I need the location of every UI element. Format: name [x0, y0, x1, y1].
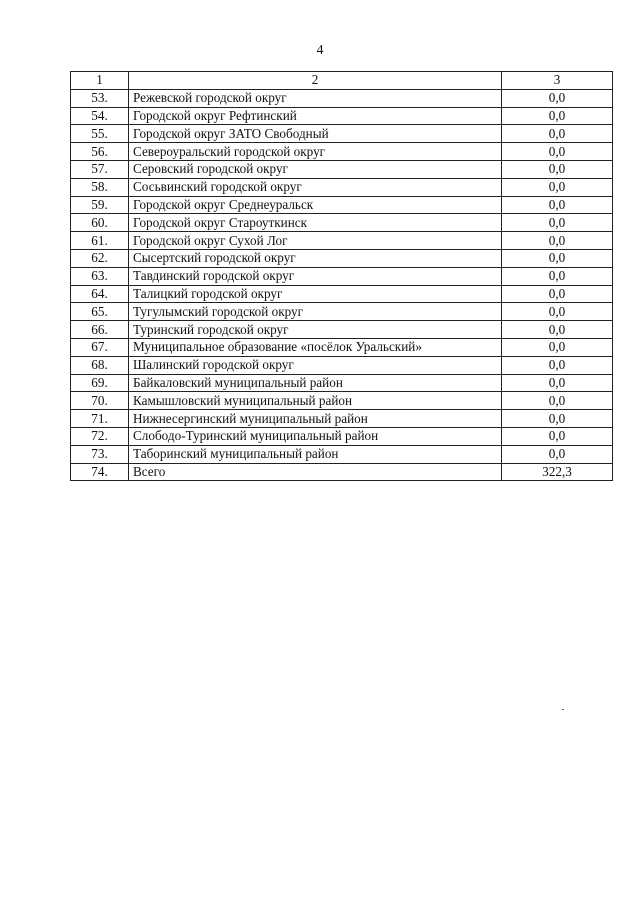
allocation-table	[70, 71, 613, 481]
table-row	[71, 338, 613, 356]
value-cell: 0,0	[502, 232, 613, 250]
table-header-row	[71, 72, 613, 90]
municipality-name-cell: Городской округ Среднеуральск	[129, 196, 502, 214]
municipality-name-cell: Таборинский муниципальный район	[129, 445, 502, 463]
table-row	[71, 356, 613, 374]
row-number-cell: 61.	[71, 232, 129, 250]
table-row	[71, 410, 613, 428]
municipality-name-cell: Всего	[129, 463, 502, 481]
municipality-name-cell: Серовский городской округ	[129, 160, 502, 178]
row-number-cell: 69.	[71, 374, 129, 392]
municipality-name-cell: Туринский городской округ	[129, 321, 502, 339]
value-cell: 0,0	[502, 392, 613, 410]
row-number-cell: 59.	[71, 196, 129, 214]
column-header-number: 1	[71, 72, 129, 90]
value-cell: 0,0	[502, 125, 613, 143]
municipality-name-cell: Режевской городской округ	[129, 89, 502, 107]
row-number-cell: 60.	[71, 214, 129, 232]
table-row	[71, 285, 613, 303]
municipality-name-cell: Тавдинский городской округ	[129, 267, 502, 285]
table-row	[71, 303, 613, 321]
column-header-name: 2	[129, 72, 502, 90]
municipality-name-cell: Городской округ Рефтинский	[129, 107, 502, 125]
value-cell: 0,0	[502, 321, 613, 339]
row-number-cell: 65.	[71, 303, 129, 321]
table-row	[71, 89, 613, 107]
row-number-cell: 53.	[71, 89, 129, 107]
row-number-cell: 56.	[71, 143, 129, 161]
value-cell: 0,0	[502, 356, 613, 374]
value-cell: 0,0	[502, 427, 613, 445]
row-number-cell: 74.	[71, 463, 129, 481]
row-number-cell: 54.	[71, 107, 129, 125]
table-row	[71, 249, 613, 267]
table-row	[71, 374, 613, 392]
row-number-cell: 55.	[71, 125, 129, 143]
value-cell: 0,0	[502, 374, 613, 392]
municipality-name-cell: Талицкий городской округ	[129, 285, 502, 303]
table-row	[71, 427, 613, 445]
page-number: 4	[316, 43, 324, 58]
table-row	[71, 463, 613, 481]
value-cell: 0,0	[502, 143, 613, 161]
municipality-name-cell: Североуральский городской округ	[129, 143, 502, 161]
table-row	[71, 160, 613, 178]
value-cell: 0,0	[502, 249, 613, 267]
row-number-cell: 67.	[71, 338, 129, 356]
table-row	[71, 267, 613, 285]
table-row	[71, 214, 613, 232]
table-row	[71, 232, 613, 250]
value-cell: 0,0	[502, 178, 613, 196]
municipality-name-cell: Городской округ Староуткинск	[129, 214, 502, 232]
municipality-name-cell: Муниципальное образование «посёлок Уральский»	[129, 338, 502, 356]
table-row	[71, 178, 613, 196]
row-number-cell: 62.	[71, 249, 129, 267]
value-cell: 0,0	[502, 196, 613, 214]
table-row	[71, 107, 613, 125]
row-number-cell: 64.	[71, 285, 129, 303]
municipality-name-cell: Тугулымский городской округ	[129, 303, 502, 321]
value-cell: 0,0	[502, 89, 613, 107]
municipality-name-cell: Сысертский городской округ	[129, 249, 502, 267]
row-number-cell: 68.	[71, 356, 129, 374]
row-number-cell: 71.	[71, 410, 129, 428]
municipality-name-cell: Городской округ Сухой Лог	[129, 232, 502, 250]
scan-speck	[562, 709, 564, 710]
value-cell: 0,0	[502, 303, 613, 321]
row-number-cell: 73.	[71, 445, 129, 463]
value-cell: 0,0	[502, 160, 613, 178]
value-cell: 0,0	[502, 338, 613, 356]
municipality-name-cell: Сосьвинский городской округ	[129, 178, 502, 196]
table-row	[71, 392, 613, 410]
table-row	[71, 321, 613, 339]
value-cell: 322,3	[502, 463, 613, 481]
municipality-name-cell: Слободо-Туринский муниципальный район	[129, 427, 502, 445]
municipality-name-cell: Городской округ ЗАТО Свободный	[129, 125, 502, 143]
value-cell: 0,0	[502, 285, 613, 303]
value-cell: 0,0	[502, 445, 613, 463]
municipality-name-cell: Байкаловский муниципальный район	[129, 374, 502, 392]
table-row	[71, 125, 613, 143]
table-row	[71, 196, 613, 214]
value-cell: 0,0	[502, 107, 613, 125]
table-row	[71, 143, 613, 161]
value-cell: 0,0	[502, 267, 613, 285]
value-cell: 0,0	[502, 410, 613, 428]
row-number-cell: 58.	[71, 178, 129, 196]
municipality-name-cell: Шалинский городской округ	[129, 356, 502, 374]
column-header-value: 3	[502, 72, 613, 90]
row-number-cell: 72.	[71, 427, 129, 445]
row-number-cell: 70.	[71, 392, 129, 410]
row-number-cell: 66.	[71, 321, 129, 339]
municipality-name-cell: Нижнесергинский муниципальный район	[129, 410, 502, 428]
value-cell: 0,0	[502, 214, 613, 232]
row-number-cell: 63.	[71, 267, 129, 285]
row-number-cell: 57.	[71, 160, 129, 178]
municipality-name-cell: Камышловский муниципальный район	[129, 392, 502, 410]
table-row	[71, 445, 613, 463]
table-body	[71, 89, 613, 481]
